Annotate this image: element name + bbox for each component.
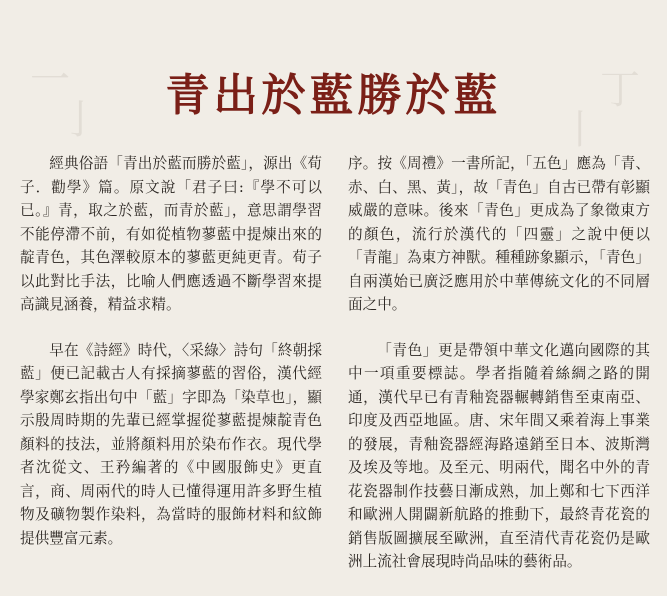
background-decoration: 亅: [60, 97, 100, 143]
background-decoration: 一: [30, 57, 70, 103]
paragraph: 早在《詩經》時代，〈采綠〉詩句「終朝採藍」便已記載古人有採摘蓼藍的習俗，漢代經學家鄭玄指出句中「藍」字即為「染草也」，顯示殷周時期的先輩已經掌握從蓼藍提煉靛青色顏料的技法，並將顏料用於染布作衣。現代學者沈從文、王矜編著的《中國服飾史》更直言，商、周兩代的時人已懂得運用許多野生植物及礦物製作染料，為當時的服飾材料和紋飾提供豐富元素。: [20, 341, 322, 547]
background-decoration: 丁: [600, 67, 640, 113]
background-decoration: 丨: [560, 107, 600, 153]
paragraph: 「青色」更是帶領中華文化邁向國際的其中一項重要標誌。學者指隨着絲綢之路的開通，漢代早已有青釉瓷器輾轉銷售至東南亞、印度及西亞地區。唐、宋年間又乘着海上事業的發展，青釉瓷器經海路遠銷至日本、波斯灣及埃及等地。及至元、明兩代，聞名中外的青花瓷器制作技藝日漸成熟，加上鄭和七下西洋和歐洲人開闢新航路的推動下，最終青花瓷的銷售版圖擴展至歐洲，直至清代青花瓷仍是歐洲上流社會展現時尚品味的藝術品。: [348, 341, 650, 570]
right-column: [348, 152, 650, 596]
paragraph: 序。按《周禮》一書所記，「五色」應為「青、赤、白、黑、黃」，故「青色」自古已帶有彰顯威嚴的意味。後來「青色」更成為了象徵東方的顏色，流行於漢代的「四靈」之說中便以「青龍」為東方神獸。種種跡象顯示，「青色」自兩漢始已廣泛應用於中華傳統文化的不同層面之中。: [348, 155, 650, 313]
left-column: [20, 152, 322, 572]
paragraph: 經典俗語「青出於藍而勝於藍」，源出《荀子．勸學》篇。原文說「君子曰:『學不可以已。』青，取之於藍，而青於藍」，意思謂學習不能停滯不前，有如從植物蓼藍中提煉出來的靛青色，其色澤較原本的蓼藍更純更青。荀子以此對比手法，比喻人們應透過不斷學習來提高識見涵養，精益求精。: [20, 155, 322, 313]
page-title: 青出於藍勝於藍: [165, 70, 502, 122]
